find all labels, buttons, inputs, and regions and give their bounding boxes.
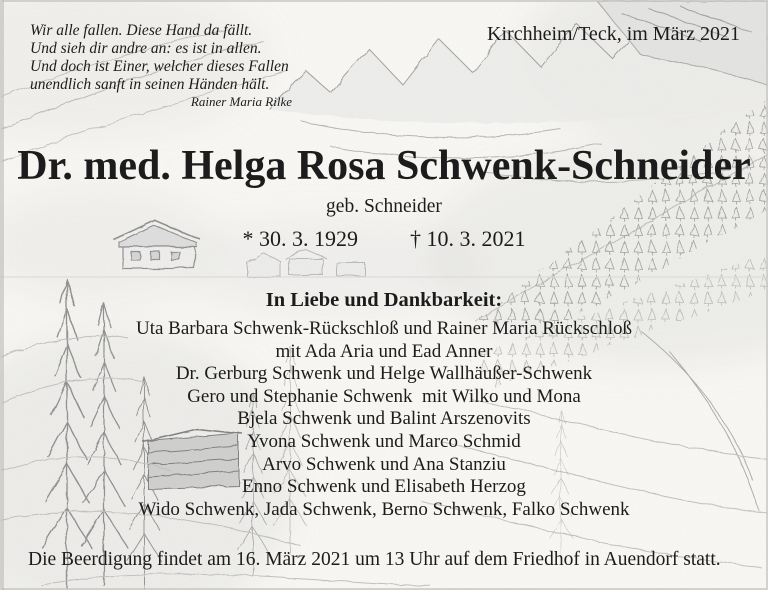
mourner-line: Yvona Schwenk und Marco Schmid [247,430,521,452]
mourner-line: mit Ada Aria und Ead Anner [275,340,493,362]
mourner-line: Bjela Schwenk und Balint Arszenovits [237,408,531,430]
place-dateline: Kirchheim/Teck, im März 2021 [487,23,740,45]
poem-attribution: Rainer Maria Rilke [190,94,292,109]
poem-line: Und doch ist Einer, welcher dieses Fallen [30,58,289,75]
mourners-list [0,318,768,521]
mourner-line: Arvo Schwenk und Ana Stanziu [262,453,506,475]
poem-line: Und sieh dir andre an: es ist in allen. [30,40,262,57]
mourner-line: Dr. Gerburg Schwenk und Helge Wallhäußer-Schwenk [175,363,593,385]
deceased-name: Dr. med. Helga Rosa Schwenk-Schneider [17,143,751,189]
mourner-line: Gero und Stephanie Schwenk mit Wilko und Mona [187,385,581,407]
poem-line: Wir alle fallen. Diese Hand da fällt. [30,22,253,39]
mourner-line: Uta Barbara Schwenk-Rückschloß und Rainer Maria Rückschloß [136,318,632,339]
mourner-line: Enno Schwenk und Elisabeth Herzog [242,476,526,498]
birth-date: * 30. 3. 1929 [242,226,358,251]
poem-line: unendlich sanft in seinen Händen hält. [30,76,270,93]
maiden-name: geb. Schneider [326,196,442,217]
life-dates [0,227,768,251]
death-date: † 10. 3. 2021 [410,226,526,251]
funeral-notice: Die Beerdigung findet am 16. März 2021 um 13 Uhr auf dem Friedhof in Auendorf statt. [28,549,721,570]
poem [30,22,312,109]
mourner-line: Wido Schwenk, Jada Schwenk, Berno Schwenk, Falko Schwenk [138,498,630,520]
mourning-heading: In Liebe und Dankbarkeit: [265,289,503,311]
